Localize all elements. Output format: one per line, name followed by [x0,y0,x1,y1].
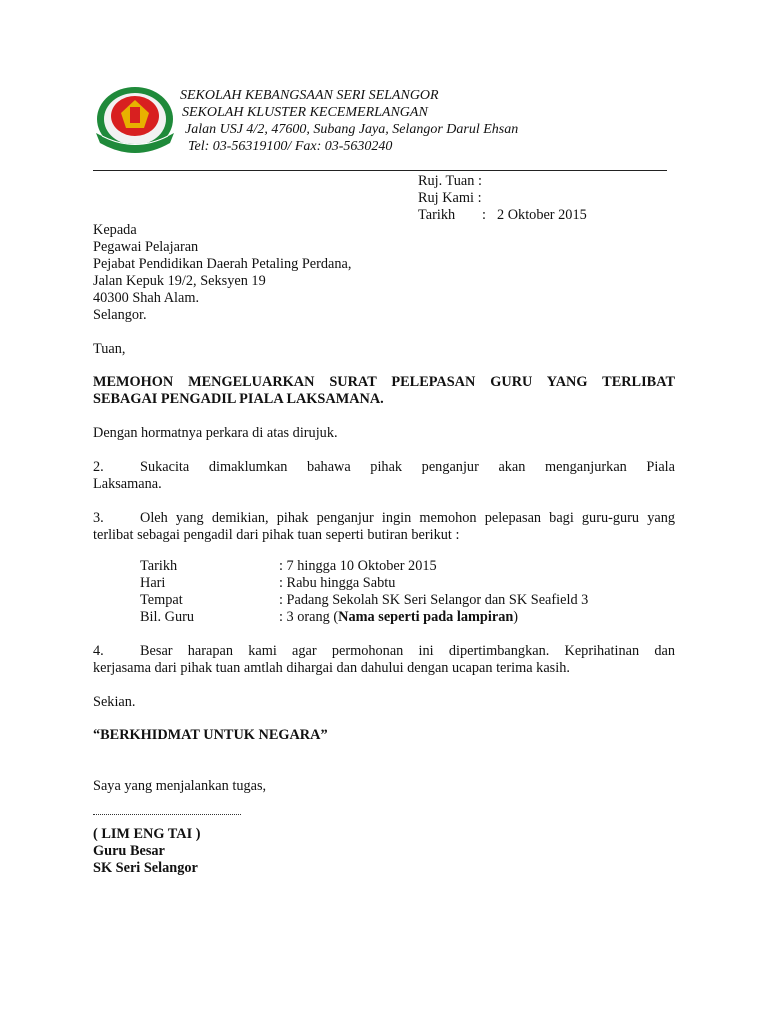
paragraph-3-line-2: terlibat sebagai pengadil dari pihak tuan seperti butiran berikut : [93,527,460,543]
attachment-note: Nama seperti pada lampiran [338,609,514,625]
detail-label: Tempat [140,592,183,608]
subject-line-1: MEMOHON MENGELUARKAN SURAT PELEPASAN GURU YANG TERLIBAT [93,374,675,390]
detail-value-text: : 3 orang ( [279,609,339,625]
salutation: Tuan, [93,341,126,357]
recipient-line: Kepada [93,222,137,238]
school-phone: Tel: 03-56319100/ Fax: 03-5630240 [188,139,393,154]
signatory-name: ( LIM ENG TAI ) [93,826,201,842]
paragraph-2-line-2: Laksamana. [93,476,162,492]
ref-our-ref: Ruj Kami : [418,190,482,206]
closing-duty: Saya yang menjalankan tugas, [93,778,267,794]
paragraph-4-line-2: kerjasama dari pihak tuan amtlah dihargai dan dahului dengan ucapan terima kasih. [93,660,570,676]
recipient-line: Pegawai Pelajaran [93,239,199,255]
detail-value: : Padang Sekolah SK Seri Selangor dan SK Seafield 3 [279,592,589,608]
paragraph-4-line-1: Besar harapan kami agar permohonan ini dipertimbangkan. Keprihatinan dan [140,643,675,659]
detail-value: : Rabu hingga Sabtu [279,575,396,591]
recipient-line: 40300 Shah Alam. [93,290,200,306]
subject-line-2: SEBAGAI PENGADIL PIALA LAKSAMANA. [93,391,384,407]
paragraph-2-line-1: Sukacita dimaklumkan bahawa pihak penganjur akan menganjurkan Piala [140,459,675,475]
paragraph-1: Dengan hormatnya perkara di atas dirujuk. [93,425,338,441]
signatory-school: SK Seri Selangor [93,860,198,876]
recipient-line: Jalan Kepuk 19/2, Seksyen 19 [93,273,266,289]
detail-value-close: ) [513,609,519,625]
detail-label: Tarikh [140,558,178,574]
paragraph-3-number: 3. [93,510,104,526]
recipient-line: Selangor. [93,307,147,323]
paragraph-4-number: 4. [93,643,104,659]
ref-your-ref: Ruj. Tuan : [418,173,482,189]
signatory-title: Guru Besar [93,843,165,859]
school-crest-icon [90,83,180,159]
school-address: Jalan USJ 4/2, 47600, Subang Jaya, Selangor Darul Ehsan [185,122,519,137]
school-name: SEKOLAH KEBANGSAAN SERI SELANGOR [180,88,439,103]
ref-date-value: 2 Oktober 2015 [497,207,587,223]
detail-value: : 7 hingga 10 Oktober 2015 [279,558,437,574]
closing-sekian: Sekian. [93,694,136,710]
signature-line [93,814,241,815]
paragraph-2-number: 2. [93,459,104,475]
paragraph-3-line-1: Oleh yang demikian, pihak penganjur ingin memohon pelepasan bagi guru-guru yang [140,510,675,526]
detail-label: Hari [140,575,166,591]
ref-date-label: Tarikh [418,207,456,223]
detail-label: Bil. Guru [140,609,195,625]
school-cluster: SEKOLAH KLUSTER KECEMERLANGAN [182,105,428,120]
detail-value [279,609,518,626]
letterhead-divider [93,170,667,171]
recipient-line: Pejabat Pendidikan Daerah Petaling Perdana, [93,256,352,272]
ref-date-sep: : [482,207,486,223]
motto: “BERKHIDMAT UNTUK NEGARA” [93,727,328,743]
